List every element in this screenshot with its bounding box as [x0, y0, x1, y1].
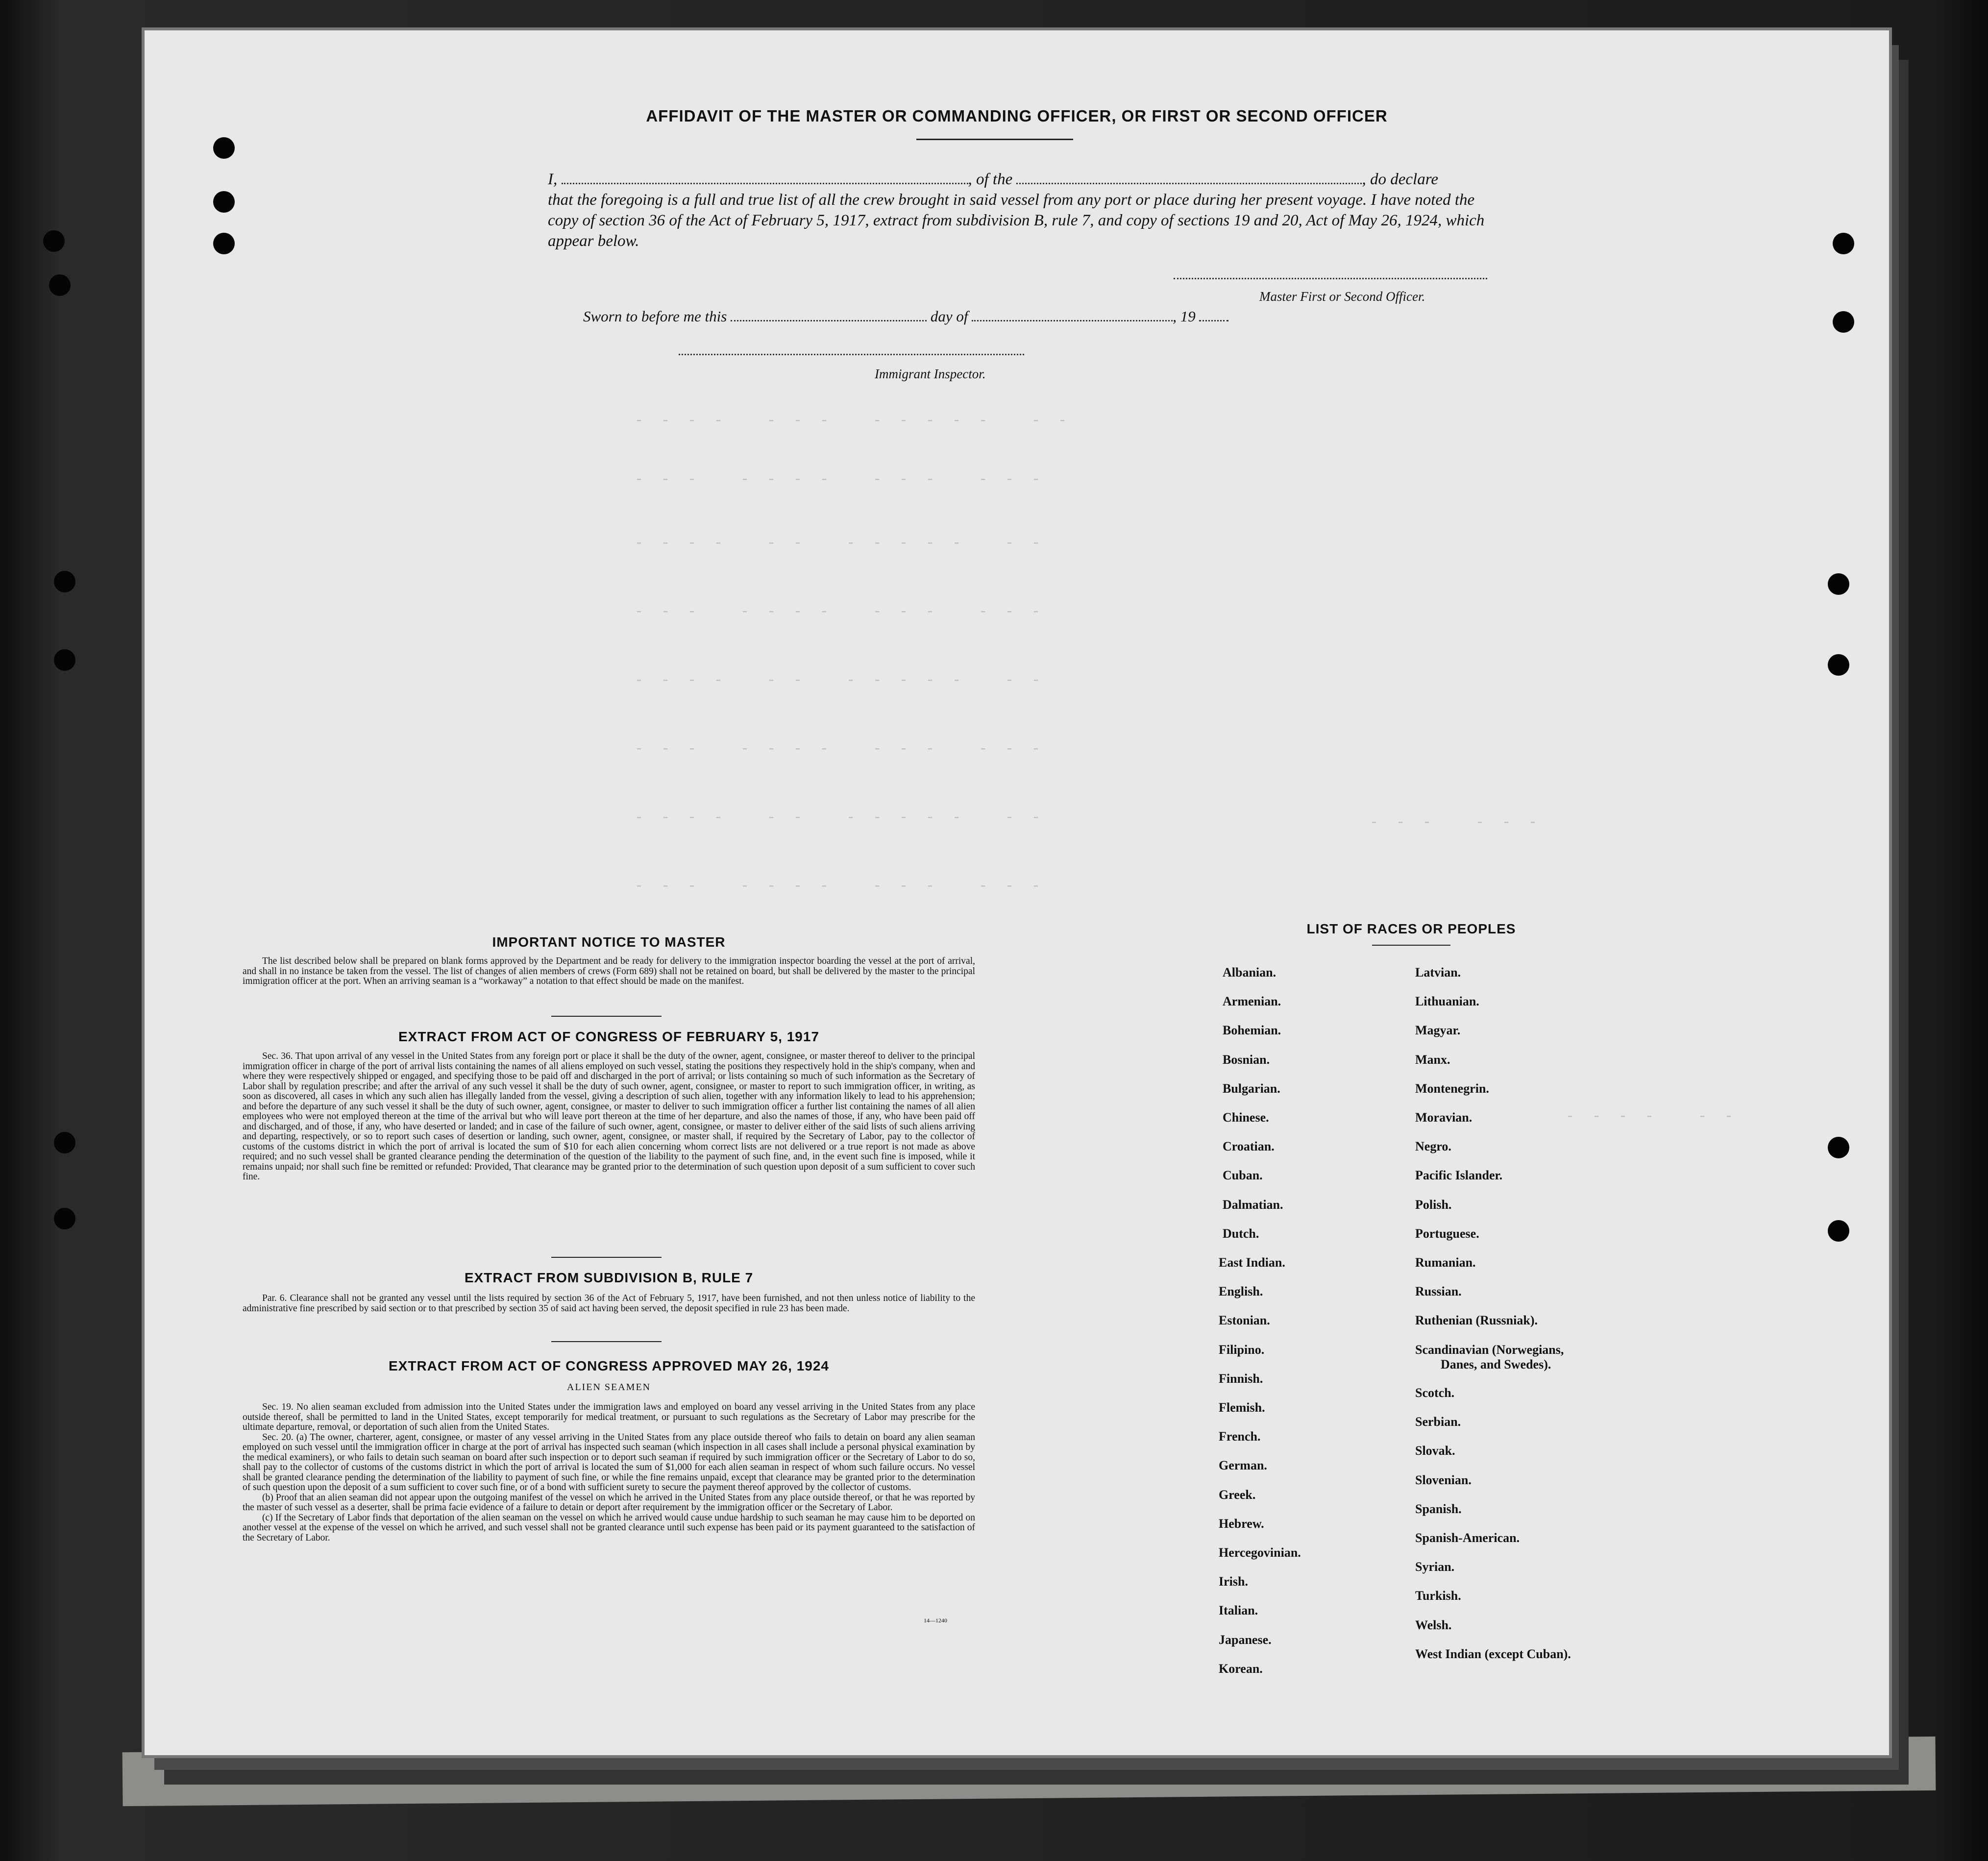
punch-hole: [54, 1132, 75, 1153]
race-item: Croatian.: [1223, 1139, 1275, 1154]
race-item: Russian.: [1415, 1284, 1462, 1299]
race-item: Dalmatian.: [1223, 1197, 1283, 1212]
race-item: Spanish-American.: [1415, 1531, 1520, 1545]
section-divider: [551, 1341, 662, 1342]
sworn-prefix: Sworn to before me this: [583, 308, 727, 325]
sworn-month-field[interactable]: [972, 320, 1173, 321]
race-item: Danes, and Swedes).: [1441, 1357, 1551, 1371]
punch-hole: [1833, 233, 1854, 254]
race-item: Bosnian.: [1223, 1052, 1270, 1067]
alien-seamen-subtitle: ALIEN SEAMEN: [566, 1382, 651, 1393]
bleed-through-text: - - - - - - - - - - - - -: [635, 741, 1041, 758]
race-item: Japanese.: [1219, 1632, 1272, 1647]
race-item: Manx.: [1415, 1052, 1450, 1067]
affidavit-statement: [548, 169, 1508, 251]
race-item: Lithuanian.: [1415, 994, 1479, 1009]
race-item: Hercegovinian.: [1219, 1545, 1301, 1560]
race-item: Greek.: [1219, 1487, 1256, 1502]
punch-hole: [43, 230, 65, 252]
race-item: Syrian.: [1415, 1560, 1455, 1574]
punch-hole: [49, 274, 71, 296]
extract-1924-title: EXTRACT FROM ACT OF CONGRESS APPROVED MAY 26, 1924: [389, 1358, 829, 1373]
race-item: Korean.: [1219, 1661, 1263, 1676]
race-item: West Indian (except Cuban).: [1415, 1646, 1571, 1661]
race-item: Montenegrin.: [1415, 1081, 1489, 1096]
sworn-day-of: day of: [930, 308, 968, 325]
par6-paragraph: Par. 6. Clearance shall not be granted any vessel until the lists required by section 36 of the Act of February 5, 1917, have been furnished, and not then unless notice of liability to the administrative fine prescribed by said section or to that prescribed by section 35 of said act having been served, the deposit specified in rule 23 has been made.: [243, 1293, 975, 1314]
race-item: Moravian.: [1415, 1110, 1473, 1125]
race-item: Flemish.: [1219, 1400, 1265, 1415]
race-item: Magyar.: [1415, 1023, 1461, 1038]
race-item: Bohemian.: [1223, 1023, 1281, 1038]
race-item: Bulgarian.: [1223, 1081, 1280, 1096]
sworn-year-field[interactable]: [1199, 320, 1228, 321]
race-item: Slovenian.: [1415, 1472, 1472, 1487]
race-item: Italian.: [1219, 1603, 1258, 1618]
declaration-line: [548, 169, 1508, 190]
inspector-signature-field[interactable]: [679, 354, 1024, 355]
title-divider: [916, 139, 1073, 140]
punch-hole: [54, 649, 75, 671]
punch-hole: [54, 1208, 75, 1229]
race-item: German.: [1219, 1458, 1267, 1473]
sec20c-paragraph: (c) If the Secretary of Labor finds that deportation of the alien seaman on the vessel on which he arrived would cause undue hardship to such seaman he may cause him to be deported on another vessel at the expense of the vessel on which he arrived, and such vessel shall not be granted clearance until such expense has been paid or its payment guaranteed to the satisfaction of the Secretary of Labor.: [243, 1512, 975, 1543]
race-item: Armenian.: [1223, 994, 1281, 1009]
bleed-through-text: - - - - - - - - - - - - -: [635, 604, 1041, 620]
race-item: Polish.: [1415, 1197, 1452, 1212]
rule7-text: [243, 1294, 975, 1314]
extract-1917-title: EXTRACT FROM ACT OF CONGRESS OF FEBRUARY 5, 1917: [398, 1029, 820, 1044]
race-item: Latvian.: [1415, 965, 1461, 979]
affidavit-title: AFFIDAVIT OF THE MASTER OR COMMANDING OFFICER, OR FIRST OR SECOND OFFICER: [646, 107, 1388, 125]
sworn-line: [583, 308, 1228, 325]
notice-paragraph: The list described below shall be prepared on blank forms approved by the Department and be ready for delivery to the immigration inspector boarding the vessel at the port of arrival, and shall in no instance be taken from the vessel. The list of changes of alien members of crews (Form 689) shall not be retained on board, but shall be delivered by the master to the principal immigration officer at the port. When an arriving seaman is a “workaway” a notation to that effect should be made on the manifest.: [243, 956, 975, 986]
race-item: Rumanian.: [1415, 1255, 1476, 1270]
bleed-through-text: - - - - - - - - - - - - -: [635, 809, 1041, 826]
inspector-signature-label: Immigrant Inspector.: [875, 367, 986, 381]
officer-signature-field[interactable]: [1174, 278, 1487, 279]
punch-hole: [213, 191, 235, 213]
i-label: I,: [548, 171, 558, 188]
affidavit-body: that the foregoing is a full and true list of all the crew brought in said vessel from any port or place during her present voyage. I have noted the copy of section 36 of the Act of February 5, 1917, extract from subdivision B, rule 7, and copy of sections 19 and 20, Act of May 26, 1924, which appear below.: [548, 191, 1485, 250]
do-declare-label: , do declare: [1362, 171, 1438, 188]
bleed-through-text: - - - - - - - - - - - - -: [635, 672, 1041, 689]
race-item: French.: [1219, 1429, 1261, 1444]
race-item: Hebrew.: [1219, 1516, 1264, 1531]
rule7-title: EXTRACT FROM SUBDIVISION B, RULE 7: [464, 1270, 754, 1285]
race-item: Serbian.: [1415, 1415, 1461, 1429]
race-item: Albanian.: [1223, 965, 1276, 979]
extract-1924-text: [243, 1402, 975, 1543]
race-item: Turkish.: [1415, 1589, 1461, 1603]
bleed-through-text: - - - - - - - - - - - - -: [635, 471, 1041, 488]
bleed-through-text: - - - - - - - - - - - - - -: [635, 413, 1067, 429]
sworn-year-label: , 19: [1173, 308, 1196, 325]
form-number: 14—1240: [924, 1617, 947, 1624]
race-item: Chinese.: [1223, 1110, 1269, 1125]
race-item: English.: [1219, 1284, 1263, 1299]
punch-hole: [1828, 573, 1849, 595]
sec20b-paragraph: (b) Proof that an alien seaman did not appear upon the outgoing manifest of the vessel on which he arrived in the United States from any place outside thereof, or that he was reported by the master of such vessel as a deserter, shall be prima facie evidence of a failure to detain or deport after requirement by the immigration officer or the Secretary of Labor.: [243, 1492, 975, 1513]
sworn-day-field[interactable]: [731, 320, 927, 321]
race-item: Scotch.: [1415, 1386, 1455, 1400]
punch-hole: [1833, 311, 1854, 333]
vessel-name-field[interactable]: [1016, 183, 1362, 184]
of-the-label: , of the: [968, 171, 1013, 188]
race-item: Welsh.: [1415, 1617, 1452, 1632]
master-name-field[interactable]: [562, 183, 968, 184]
race-item: Negro.: [1415, 1139, 1451, 1154]
bleed-through-text: - - - - - - - - - - - - -: [635, 535, 1041, 552]
punch-hole: [213, 137, 235, 159]
race-item: Dutch.: [1223, 1226, 1259, 1241]
extract-1917-text: [243, 1052, 975, 1182]
notice-text: [243, 956, 975, 987]
punch-hole: [213, 233, 235, 254]
bleed-through-text: - - - - - -: [1566, 1108, 1734, 1125]
bleed-through-text: - - - - - -: [1370, 814, 1538, 831]
race-item: Estonian.: [1219, 1313, 1270, 1328]
race-item: Spanish.: [1415, 1501, 1462, 1516]
race-item: Slovak.: [1415, 1444, 1455, 1458]
race-item: Pacific Islander.: [1415, 1168, 1503, 1183]
bleed-through-text: - - - - - - - - - - - - -: [635, 878, 1041, 895]
sec36-paragraph: Sec. 36. That upon arrival of any vessel in the United States from any foreign port or place it shall be the duty of the owner, agent, consignee, or master thereof to deliver to the principal immigration officer in charge of the port of arrival lists containing the names of all aliens employed on such vessel, stating the positions they respectively hold in the ship's company, when and where they were respectively shipped or engaged, and specifying those to be paid off and discharged in the port of arrival; or lists containing so much of such information as the Secretary of Labor shall by regulation prescribe; and after the arrival of any such vessel it shall be the duty of such owner, agent, consignee, or master to report to such immigration officer, in writing, as soon as discovered, all cases in which any such alien has illegally landed from the vessel, giving a description of such alien, together with any information likely to lead to his apprehension; and before the departure of any such vessel it shall be the duty of such owner, agent, consignee, or master to deliver to such immigration officer a further list containing the names of all alien employees who were not employed thereon at the time of the arrival but who will leave port thereon at the time of her departure, and also the names of those, if any, who have been paid off and discharged, and of those, if any, who have deserted or landed; and in case of the failure of such owner, agent, consignee, or master to deliver either of the said lists of such aliens arriving and departing, respectively, or so to report such cases of desertion or landing, such owner, agent, consignee, or master shall, if required by the Secretary of Labor, pay to the collector of customs of the customs district in which the port of arrival is located the sum of $10 for each alien concerning whom correct lists are not delivered or a true report is not made as above required; and no such vessel shall be granted clearance pending the determination of the question of the liability to the payment of such fine, and, in the event such fine is imposed, while it remains unpaid; nor shall such fine be remitted or refunded: Provided, That clearance may be granted prior to the determination of such question upon deposit of a sum sufficient to cover such fine.: [243, 1051, 975, 1182]
race-item: Cuban.: [1223, 1168, 1263, 1183]
race-item: Portuguese.: [1415, 1226, 1479, 1241]
sec20a-paragraph: Sec. 20. (a) The owner, charterer, agent, consignee, or master of any vessel arriving in the United States from any place outside thereof who fails to detain on board any alien seaman employed on such vessel until the immigration officer in charge at the port of arrival has inspected such seaman (which inspection in all cases shall include a personal physical examination by the medical examiners), or who fails to detain such seaman on board after such inspection or to deport such seaman if required by such immigration officer or the Secretary of Labor to do so, shall pay to the collector of customs of the customs district in which the port of arrival is located the sum of $1,000 for each alien seaman in respect of whom such failure occurs. No vessel shall be granted clearance pending the determination of the liability to payment of such fine, or while the fine remains unpaid, except that clearance may be granted prior to the determination of such question upon the deposit of a sum sufficient to cover such fine, or of a bond with sufficient surety to secure the payment thereof approved by the collector of customs.: [243, 1432, 975, 1493]
punch-hole: [1828, 1137, 1849, 1158]
race-item: Irish.: [1219, 1574, 1248, 1589]
races-divider: [1372, 945, 1450, 946]
race-item: Filipino.: [1219, 1342, 1265, 1357]
race-item: Finnish.: [1219, 1371, 1263, 1386]
section-divider: [551, 1016, 662, 1017]
race-item: Scandinavian (Norwegians,: [1415, 1342, 1564, 1357]
races-title: LIST OF RACES OR PEOPLES: [1306, 921, 1516, 936]
punch-hole: [1828, 654, 1849, 676]
officer-signature-label: Master First or Second Officer.: [1259, 289, 1425, 304]
section-divider: [551, 1257, 662, 1258]
race-item: East Indian.: [1219, 1255, 1285, 1270]
race-item: Ruthenian (Russniak).: [1415, 1313, 1538, 1328]
sec19-paragraph: Sec. 19. No alien seaman excluded from admission into the United States under the immigration laws and employed on board any vessel arriving in the United States from any place outside thereof, shall be permitted to land in the United States, except temporarily for medical treatment, or pursuant to such regulations as the Secretary of Labor may prescribe for the ultimate departure, removal, or deportation of such alien from the United States.: [243, 1402, 975, 1432]
punch-hole: [54, 571, 75, 592]
notice-title: IMPORTANT NOTICE TO MASTER: [492, 934, 726, 950]
punch-hole: [1828, 1220, 1849, 1242]
